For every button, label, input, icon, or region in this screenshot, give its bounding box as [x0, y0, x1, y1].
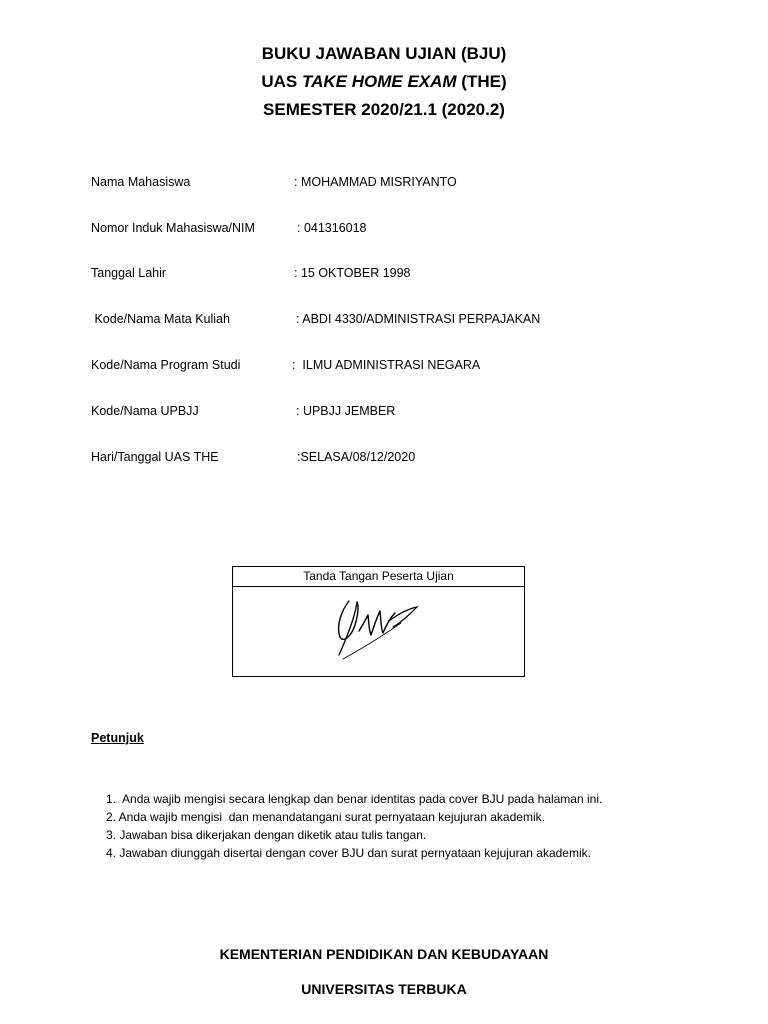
field-value: : ILMU ADMINISTRASI NEGARA [292, 358, 481, 372]
title-line-2-prefix: UAS [261, 72, 302, 91]
footer-university: UNIVERSITAS TERBUKA [301, 981, 467, 997]
instructions-heading: Petunjuk [91, 731, 144, 745]
title-line-1: BUKU JAWABAN UJIAN (BJU) [261, 44, 507, 63]
handwritten-signature [331, 593, 431, 663]
field-label: Kode/Nama Mata Kuliah [91, 312, 230, 326]
signature-header: Tanda Tangan Peserta Ujian [233, 567, 524, 587]
footer-ministry: KEMENTERIAN PENDIDIKAN DAN KEBUDAYAAN [219, 946, 549, 962]
signature-box [232, 566, 525, 677]
field-row-mata-kuliah [0, 310, 768, 328]
instruction-item: 4. Jawaban diunggah disertai dengan cover BJU dan surat pernyataan kejujuran akademik. [106, 846, 591, 860]
field-label: Hari/Tanggal UAS THE [91, 450, 219, 464]
field-label: Nama Mahasiswa [91, 175, 191, 189]
instruction-item: 3. Jawaban bisa dikerjakan dengan diketik atau tulis tangan. [106, 828, 427, 842]
field-row-program-studi [0, 356, 768, 374]
field-row-nama [0, 173, 768, 191]
signature-area [233, 587, 524, 677]
field-row-hari-tanggal [0, 448, 768, 466]
field-label: Tanggal Lahir [91, 266, 167, 280]
title-line-2 [0, 68, 768, 96]
title-line-2-italic: TAKE HOME EXAM [302, 72, 457, 91]
field-value: : UPBJJ JEMBER [296, 404, 396, 418]
field-value: : 15 OKTOBER 1998 [294, 266, 411, 280]
instruction-item: 2. Anda wajib mengisi dan menandatangani surat pernyataan kejujuran akademik. [106, 810, 545, 824]
document-title [0, 40, 768, 124]
field-row-upbjj [0, 402, 768, 420]
field-value: :SELASA/08/12/2020 [297, 450, 416, 464]
instructions-list [106, 790, 602, 862]
field-label: Kode/Nama UPBJJ [91, 404, 199, 418]
field-row-nim [0, 219, 768, 237]
field-value: : 041316018 [297, 221, 367, 235]
field-row-tanggal-lahir [0, 264, 768, 282]
field-value: : MOHAMMAD MISRIYANTO [294, 175, 457, 189]
instruction-item: 1. Anda wajib mengisi secara lengkap dan benar identitas pada cover BJU pada halaman ini. [106, 792, 603, 806]
field-value: : ABDI 4330/ADMINISTRASI PERPAJAKAN [296, 312, 541, 326]
title-line-2-suffix: (THE) [456, 72, 507, 91]
field-label: Nomor Induk Mahasiswa/NIM [91, 221, 255, 235]
field-label: Kode/Nama Program Studi [91, 358, 241, 372]
title-line-3: SEMESTER 2020/21.1 (2020.2) [263, 100, 505, 119]
